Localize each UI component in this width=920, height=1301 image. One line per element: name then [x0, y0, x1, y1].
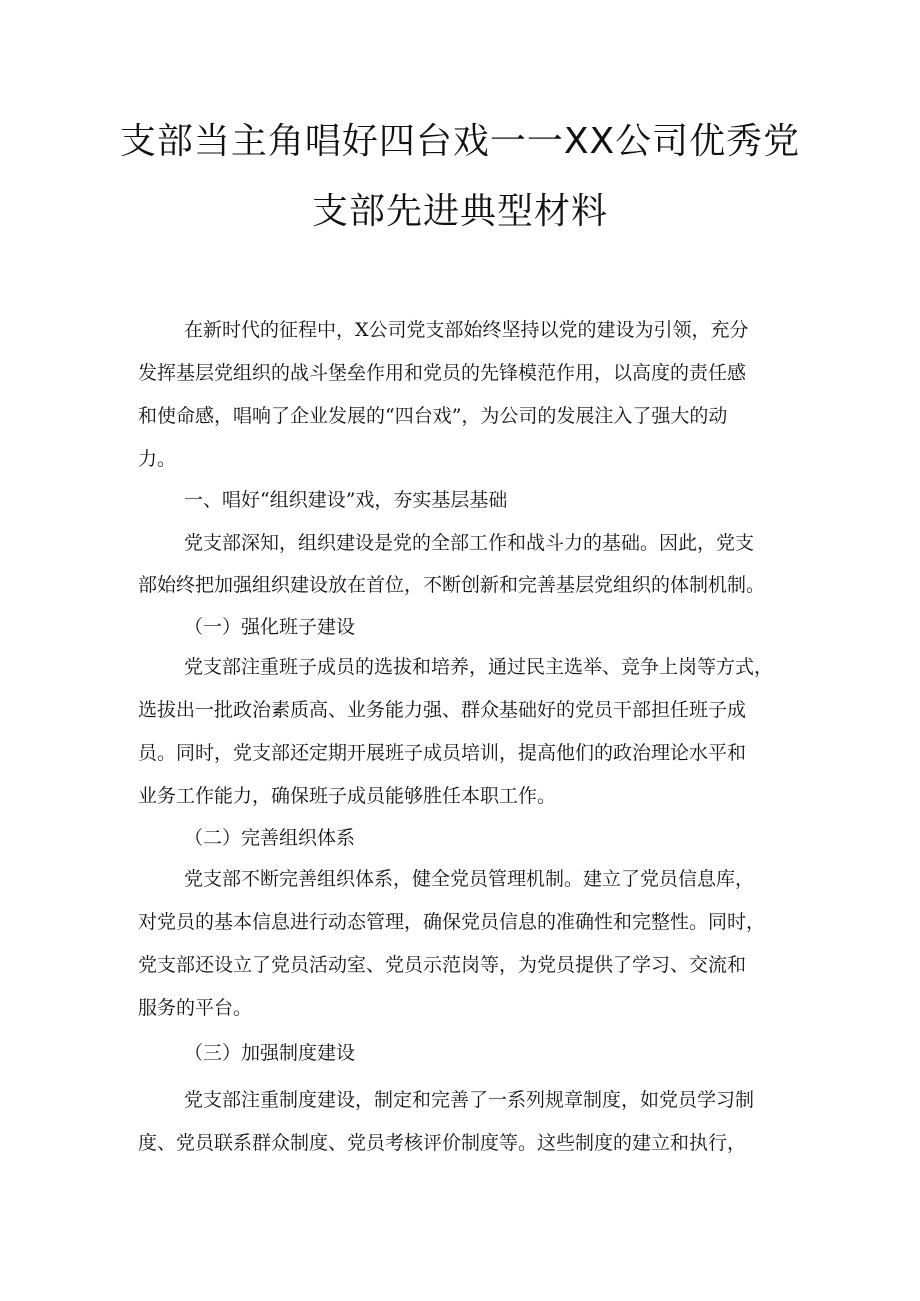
subsection-2-paragraph-line: 对党员的基本信息进行动态管理，确保党员信息的准确性和完整性。同时， [138, 911, 766, 933]
document-title-line-1: 支部当主角唱好四台戏一一XX公司优秀党 [119, 121, 801, 162]
subsection-heading-1: （一）强化班子建设 [184, 616, 356, 638]
subsection-heading-2: （二）完善组织体系 [184, 827, 356, 849]
subsection-1-paragraph-line: 党支部注重班子成员的选拔和培养，通过民主选举、竞争上岗等方式， [184, 656, 774, 678]
section-1-paragraph-line: 党支部深知，组织建设是党的全部工作和战斗力的基础。因此，党支 [184, 532, 755, 554]
subsection-3-paragraph-line: 度、党员联系群众制度、党员考核评价制度等。这些制度的建立和执行， [138, 1132, 747, 1154]
subsection-3-paragraph-line: 党支部注重制度建设，制定和完善了一系列规章制度，如党员学习制 [184, 1089, 755, 1111]
subsection-1-paragraph-line: 业务工作能力，确保班子成员能够胜任本职工作。 [138, 785, 557, 807]
section-1-paragraph-line: 部始终把加强组织建设放在首位，不断创新和完善基层党组织的体制机制。 [138, 574, 766, 596]
section-heading-1: 一、唱好“组织建设”戏，夯实基层基础 [184, 489, 508, 511]
intro-paragraph-line: 和使命感，唱响了企业发展的“四台戏”，为公司的发展注入了强大的动 [138, 405, 728, 427]
subsection-heading-3: （三）加强制度建设 [184, 1042, 356, 1064]
intro-paragraph-line: 在新时代的征程中，X公司党支部始终坚持以党的建设为引领，充分 [184, 319, 749, 341]
subsection-1-paragraph-line: 选拔出一批政治素质高、业务能力强、群众基础好的党员干部担任班子成 [138, 699, 747, 721]
document-title-line-2: 支部先进典型材料 [311, 191, 608, 232]
subsection-2-paragraph-line: 服务的平台。 [138, 997, 253, 1019]
intro-paragraph-line: 发挥基层党组织的战斗堡垒作用和党员的先锋模范作用，以高度的责任感 [138, 362, 747, 384]
intro-paragraph-line: 力。 [138, 448, 177, 470]
subsection-2-paragraph-line: 党支部不断完善组织体系，健全党员管理机制。建立了党员信息库， [184, 868, 755, 890]
subsection-2-paragraph-line: 党支部还设立了党员活动室、党员示范岗等，为党员提供了学习、交流和 [138, 954, 747, 976]
subsection-1-paragraph-line: 员。同时，党支部还定期开展班子成员培训，提高他们的政治理论水平和 [138, 742, 747, 764]
